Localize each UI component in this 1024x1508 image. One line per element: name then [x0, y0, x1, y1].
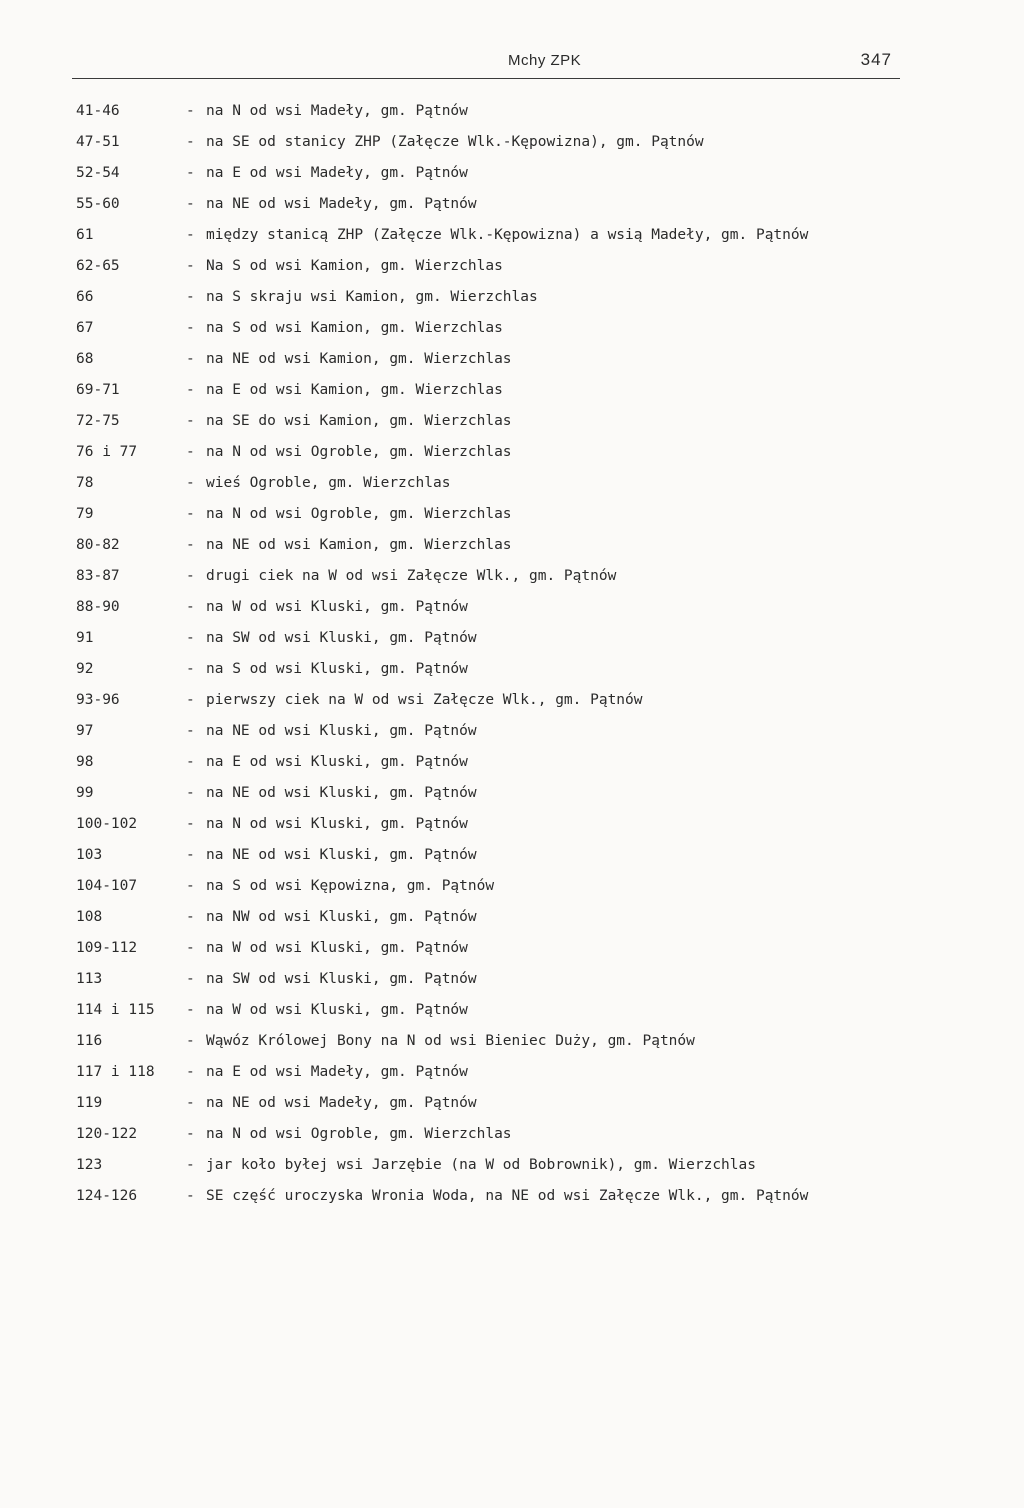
- station-number: 100-102: [76, 816, 138, 832]
- list-item: [76, 964, 916, 995]
- station-number: 68: [76, 351, 94, 367]
- location-description: na SE do wsi Kamion, gm. Wierzchlas: [206, 413, 512, 429]
- dash-separator: -: [186, 940, 195, 956]
- station-number: 61: [76, 227, 94, 243]
- location-description: na N od wsi Madeły, gm. Pątnów: [206, 103, 468, 119]
- dash-separator: -: [186, 444, 195, 460]
- dash-separator: -: [186, 1002, 195, 1018]
- list-item: [76, 158, 916, 189]
- location-description: na E od wsi Kluski, gm. Pątnów: [206, 754, 468, 770]
- list-item: [76, 561, 916, 592]
- location-description: na N od wsi Ogroble, gm. Wierzchlas: [206, 1126, 512, 1142]
- list-item: [76, 344, 916, 375]
- dash-separator: -: [186, 537, 195, 553]
- dash-separator: -: [186, 909, 195, 925]
- list-item: [76, 840, 916, 871]
- dash-separator: -: [186, 847, 195, 863]
- list-item: [76, 933, 916, 964]
- station-number: 69-71: [76, 382, 120, 398]
- location-description: wieś Ogroble, gm. Wierzchlas: [206, 475, 451, 491]
- page-number: 347: [860, 50, 892, 69]
- list-item: [76, 1119, 916, 1150]
- station-number: 98: [76, 754, 94, 770]
- location-description: drugi ciek na W od wsi Załęcze Wlk., gm. Pątnów: [206, 568, 617, 584]
- dash-separator: -: [186, 630, 195, 646]
- dash-separator: -: [186, 1033, 195, 1049]
- list-item: [76, 220, 916, 251]
- list-item: [76, 1088, 916, 1119]
- location-description: na NE od wsi Kluski, gm. Pątnów: [206, 785, 477, 801]
- dash-separator: -: [186, 971, 195, 987]
- list-item: [76, 747, 916, 778]
- dash-separator: -: [186, 289, 195, 305]
- station-number: 80-82: [76, 537, 120, 553]
- location-description: na W od wsi Kluski, gm. Pątnów: [206, 1002, 468, 1018]
- location-description: na NE od wsi Kluski, gm. Pątnów: [206, 723, 477, 739]
- location-description: na S od wsi Kluski, gm. Pątnów: [206, 661, 468, 677]
- location-description: pierwszy ciek na W od wsi Załęcze Wlk., gm. Pątnów: [206, 692, 643, 708]
- station-number: 123: [76, 1157, 103, 1173]
- list-item: [76, 375, 916, 406]
- station-number: 66: [76, 289, 94, 305]
- dash-separator: -: [186, 258, 195, 274]
- station-number: 104-107: [76, 878, 138, 894]
- location-description: na S od wsi Kamion, gm. Wierzchlas: [206, 320, 503, 336]
- location-description: na E od wsi Kamion, gm. Wierzchlas: [206, 382, 503, 398]
- station-number: 113: [76, 971, 103, 987]
- dash-separator: -: [186, 599, 195, 615]
- dash-separator: -: [186, 754, 195, 770]
- station-number: 78: [76, 475, 94, 491]
- dash-separator: -: [186, 661, 195, 677]
- list-item: [76, 623, 916, 654]
- location-description: SE część uroczyska Wronia Woda, na NE od wsi Załęcze Wlk., gm. Pątnów: [206, 1188, 809, 1204]
- station-number: 108: [76, 909, 103, 925]
- location-description: na E od wsi Madeły, gm. Pątnów: [206, 165, 468, 181]
- dash-separator: -: [186, 878, 195, 894]
- station-number: 97: [76, 723, 94, 739]
- list-item: [76, 499, 916, 530]
- dash-separator: -: [186, 692, 195, 708]
- location-description: na E od wsi Madeły, gm. Pątnów: [206, 1064, 468, 1080]
- station-number: 41-46: [76, 103, 120, 119]
- dash-separator: -: [186, 1157, 195, 1173]
- dash-separator: -: [186, 351, 195, 367]
- location-description: na W od wsi Kluski, gm. Pątnów: [206, 940, 468, 956]
- location-description: na NE od wsi Madeły, gm. Pątnów: [206, 1095, 477, 1111]
- list-item: [76, 189, 916, 220]
- list-item: [76, 282, 916, 313]
- station-number: 116: [76, 1033, 103, 1049]
- list-item: [76, 127, 916, 158]
- page-header: [72, 50, 900, 79]
- location-description: na NE od wsi Madeły, gm. Pątnów: [206, 196, 477, 212]
- station-number: 124-126: [76, 1188, 138, 1204]
- dash-separator: -: [186, 227, 195, 243]
- list-item: [76, 406, 916, 437]
- dash-separator: -: [186, 1126, 195, 1142]
- dash-separator: -: [186, 506, 195, 522]
- list-item: [76, 1026, 916, 1057]
- dash-separator: -: [186, 196, 195, 212]
- list-item: [76, 1181, 916, 1212]
- station-number: 76 i 77: [76, 444, 138, 460]
- dash-separator: -: [186, 785, 195, 801]
- location-description: na NE od wsi Kamion, gm. Wierzchlas: [206, 351, 512, 367]
- location-description: na N od wsi Ogroble, gm. Wierzchlas: [206, 444, 512, 460]
- list-item: [76, 995, 916, 1026]
- station-number: 109-112: [76, 940, 138, 956]
- dash-separator: -: [186, 1095, 195, 1111]
- dash-separator: -: [186, 320, 195, 336]
- list-item: [76, 809, 916, 840]
- list-item: [76, 468, 916, 499]
- locality-list: [76, 96, 916, 1212]
- list-item: [76, 1057, 916, 1088]
- location-description: na NE od wsi Kamion, gm. Wierzchlas: [206, 537, 512, 553]
- dash-separator: -: [186, 1064, 195, 1080]
- list-item: [76, 313, 916, 344]
- location-description: na SW od wsi Kluski, gm. Pątnów: [206, 630, 477, 646]
- station-number: 92: [76, 661, 94, 677]
- location-description: na N od wsi Ogroble, gm. Wierzchlas: [206, 506, 512, 522]
- station-number: 47-51: [76, 134, 120, 150]
- station-number: 99: [76, 785, 94, 801]
- list-item: [76, 654, 916, 685]
- list-item: [76, 1150, 916, 1181]
- station-number: 72-75: [76, 413, 120, 429]
- location-description: na SW od wsi Kluski, gm. Pątnów: [206, 971, 477, 987]
- location-description: między stanicą ZHP (Załęcze Wlk.-Kępowizna) a wsią Madeły, gm. Pątnów: [206, 227, 809, 243]
- list-item: [76, 871, 916, 902]
- station-number: 117 i 118: [76, 1064, 155, 1080]
- dash-separator: -: [186, 134, 195, 150]
- station-number: 103: [76, 847, 103, 863]
- list-item: [76, 437, 916, 468]
- list-item: [76, 592, 916, 623]
- list-item: [76, 716, 916, 747]
- location-description: jar koło byłej wsi Jarzębie (na W od Bobrownik), gm. Wierzchlas: [206, 1157, 756, 1173]
- location-description: na NW od wsi Kluski, gm. Pątnów: [206, 909, 477, 925]
- list-item: [76, 685, 916, 716]
- station-number: 79: [76, 506, 94, 522]
- dash-separator: -: [186, 475, 195, 491]
- location-description: na SE od stanicy ZHP (Załęcze Wlk.-Kępowizna), gm. Pątnów: [206, 134, 704, 150]
- location-description: Na S od wsi Kamion, gm. Wierzchlas: [206, 258, 503, 274]
- station-number: 83-87: [76, 568, 120, 584]
- station-number: 55-60: [76, 196, 120, 212]
- dash-separator: -: [186, 568, 195, 584]
- station-number: 67: [76, 320, 94, 336]
- station-number: 52-54: [76, 165, 120, 181]
- location-description: na W od wsi Kluski, gm. Pątnów: [206, 599, 468, 615]
- dash-separator: -: [186, 103, 195, 119]
- dash-separator: -: [186, 816, 195, 832]
- list-item: [76, 251, 916, 282]
- running-title: Mchy ZPK: [508, 52, 582, 69]
- station-number: 119: [76, 1095, 103, 1111]
- list-item: [76, 902, 916, 933]
- list-item: [76, 530, 916, 561]
- station-number: 93-96: [76, 692, 120, 708]
- dash-separator: -: [186, 413, 195, 429]
- dash-separator: -: [186, 1188, 195, 1204]
- location-description: Wąwóz Królowej Bony na N od wsi Bieniec Duży, gm. Pątnów: [206, 1033, 695, 1049]
- location-description: na S od wsi Kępowizna, gm. Pątnów: [206, 878, 495, 894]
- location-description: na S skraju wsi Kamion, gm. Wierzchlas: [206, 289, 538, 305]
- dash-separator: -: [186, 165, 195, 181]
- list-item: [76, 778, 916, 809]
- location-description: na N od wsi Kluski, gm. Pątnów: [206, 816, 468, 832]
- station-number: 62-65: [76, 258, 120, 274]
- station-number: 88-90: [76, 599, 120, 615]
- dash-separator: -: [186, 723, 195, 739]
- location-description: na NE od wsi Kluski, gm. Pątnów: [206, 847, 477, 863]
- station-number: 120-122: [76, 1126, 138, 1142]
- dash-separator: -: [186, 382, 195, 398]
- station-number: 114 i 115: [76, 1002, 155, 1018]
- station-number: 91: [76, 630, 94, 646]
- list-item: [76, 96, 916, 127]
